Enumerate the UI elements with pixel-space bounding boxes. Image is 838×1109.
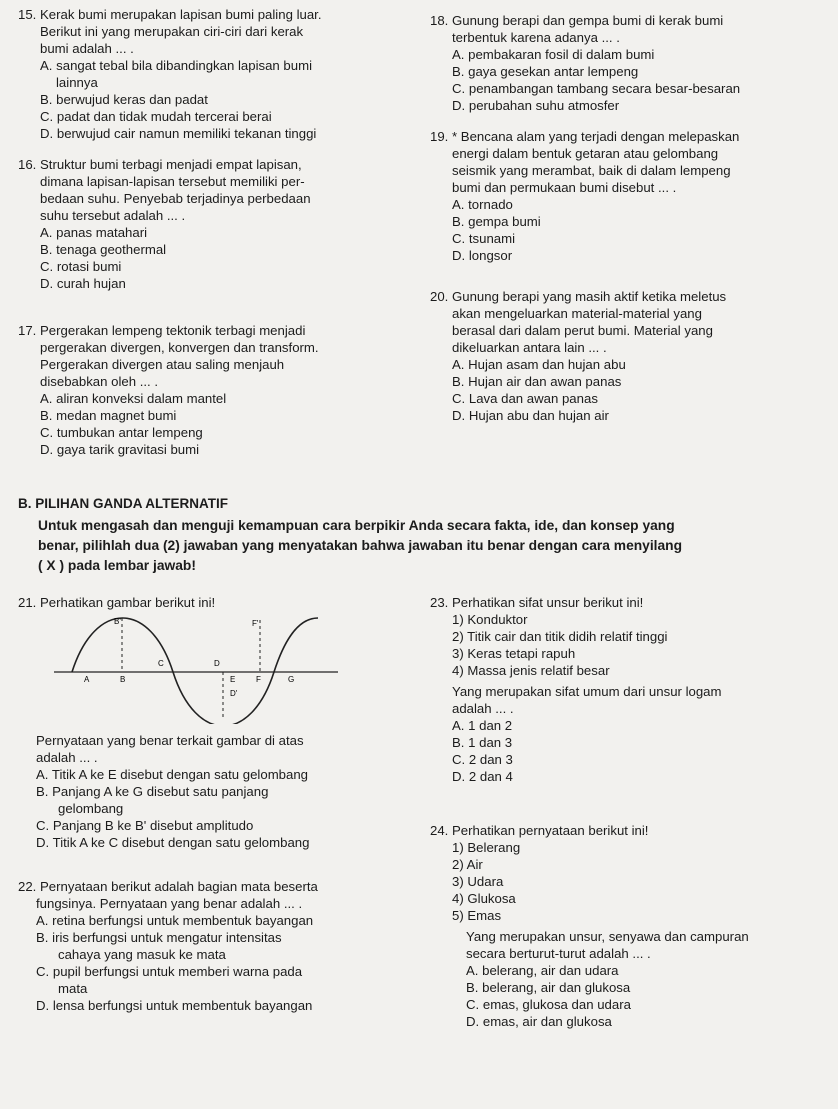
question-number: 17. [18, 323, 37, 338]
wave-curve [72, 618, 318, 724]
option-d[interactable]: D. berwujud cair namun memiliki tekanan tinggi [40, 126, 317, 141]
option-d[interactable]: D. curah hujan [40, 276, 126, 291]
question-15 [18, 6, 418, 142]
label-a: A [84, 675, 90, 684]
option-a[interactable]: A. Hujan asam dan hujan abu [452, 357, 626, 372]
option-c[interactable]: C. tumbukan antar lempeng [40, 425, 203, 440]
label-b: B [120, 675, 126, 684]
option-a[interactable]: A. sangat tebal bila dibandingkan lapisan bumi lainnya [40, 58, 313, 90]
question-18 [430, 12, 825, 114]
question-stem: Perhatikan pernyataan berikut ini! [452, 823, 649, 838]
label-g: G [288, 675, 295, 684]
option-d[interactable]: D. 2 dan 4 [452, 769, 513, 784]
question-stem: Pergerakan lempeng tektonik terbagi menjadi pergerakan divergen, konvergen dan transform. Pergerakan divergen atau saling menjauh disebabkan oleh ... . [40, 323, 319, 389]
option-a[interactable]: A. 1 dan 2 [452, 718, 513, 733]
option-d[interactable]: D. Hujan abu dan hujan air [452, 408, 609, 423]
question-20 [430, 288, 825, 424]
question-number: 16. [18, 157, 37, 172]
stem-line: Berikut ini yang merupakan ciri-ciri dari kerak [40, 24, 304, 39]
option-b[interactable]: B. tenaga geothermal [40, 242, 167, 257]
label-d-prime: D' [230, 689, 238, 698]
question-stem: Struktur bumi terbagi menjadi empat lapisan, dimana lapisan-lapisan tersebut memiliki per- bedaan suhu. Penyebab terjadinya perbedaan suhu tersebut adalah ... . [40, 157, 311, 223]
section-title: B. PILIHAN GANDA ALTERNATIF [18, 496, 228, 511]
question-21 [18, 594, 418, 611]
option-c[interactable]: C. pupil berfungsi untuk memberi warna pada mata [36, 964, 303, 996]
question-21-body [18, 732, 418, 851]
option-b[interactable]: B. Hujan air dan awan panas [452, 374, 622, 389]
wave-figure [50, 612, 340, 724]
option-a[interactable]: A. Titik A ke E disebut dengan satu gelombang [36, 767, 309, 782]
option-d[interactable]: D. Titik A ke C disebut dengan satu gelombang [36, 835, 310, 850]
question-23 [430, 594, 825, 785]
question-number: 18. [430, 13, 449, 28]
question-stem: Gunung berapi dan gempa bumi di kerak bumi terbentuk karena adanya ... . [452, 13, 724, 45]
label-f: F [256, 675, 261, 684]
option-c[interactable]: C. 2 dan 3 [452, 752, 513, 767]
question-stem-line2: fungsinya. Pernyataan yang benar adalah ... . [36, 896, 303, 911]
question-stem: Pernyataan yang benar terkait gambar di atas adalah ... . [36, 733, 304, 765]
item-list: 1) Konduktor 2) Titik cair dan titik didih relatif tinggi 3) Keras tetapi rapuh 4) Massa jenis relatif besar [452, 612, 668, 678]
stem-line: Kerak bumi merupakan lapisan bumi paling luar. [40, 7, 322, 22]
option-a[interactable]: A. aliran konveksi dalam mantel [40, 391, 227, 406]
option-b[interactable]: B. gempa bumi [452, 214, 541, 229]
question-24 [430, 822, 825, 1030]
question-stem-2: Yang merupakan unsur, senyawa dan campuran secara berturut-turut adalah ... . [466, 929, 749, 961]
option-c[interactable]: C. padat dan tidak mudah tercerai berai [40, 109, 272, 124]
option-c[interactable]: C. penambangan tambang secara besar-besaran [452, 81, 741, 96]
question-number: 21. [18, 595, 37, 610]
option-a[interactable]: A. pembakaran fosil di dalam bumi [452, 47, 655, 62]
option-d[interactable]: D. perubahan suhu atmosfer [452, 98, 620, 113]
option-a[interactable]: A. belerang, air dan udara [466, 963, 619, 978]
question-stem-2: Yang merupakan sifat umum dari unsur logam adalah ... . [452, 684, 722, 716]
option-b[interactable]: B. medan magnet bumi [40, 408, 177, 423]
option-c[interactable]: C. Panjang B ke B' disebut amplitudo [36, 818, 254, 833]
question-17 [18, 322, 418, 458]
option-c[interactable]: C. rotasi bumi [40, 259, 122, 274]
question-number: 22. [18, 879, 37, 894]
question-number: 15. [18, 7, 37, 22]
option-b[interactable]: B. 1 dan 3 [452, 735, 513, 750]
question-number: 19. [430, 129, 449, 144]
option-d[interactable]: D. lensa berfungsi untuk membentuk bayangan [36, 998, 313, 1013]
stem-line: bumi adalah ... . [40, 41, 134, 56]
question-19 [430, 128, 825, 264]
option-b[interactable]: B. berwujud keras dan padat [40, 92, 208, 107]
question-stem: Pernyataan berikut adalah bagian mata beserta [40, 879, 318, 894]
item-list: 1) Belerang 2) Air 3) Udara 4) Glukosa 5) Emas [452, 840, 521, 923]
option-c[interactable]: C. tsunami [452, 231, 516, 246]
option-c[interactable]: C. emas, glukosa dan udara [466, 997, 631, 1012]
question-stem: Perhatikan gambar berikut ini! [40, 595, 216, 610]
option-a[interactable]: A. panas matahari [40, 225, 148, 240]
option-a[interactable]: A. tornado [452, 197, 513, 212]
option-b[interactable]: B. belerang, air dan glukosa [466, 980, 631, 995]
question-number: 23. [430, 595, 449, 610]
label-e: E [230, 675, 236, 684]
label-d: D [214, 659, 220, 668]
label-b-prime: B' [114, 617, 121, 626]
section-instructions: Untuk mengasah dan menguji kemampuan cara berpikir Anda secara fakta, ide, dan konsep yang benar, pilihlah dua (2) jawaban yang menyatakan bahwa jawaban itu benar dengan cara menyilang ( X ) pada lembar jawab! [38, 518, 683, 573]
option-b[interactable]: B. iris berfungsi untuk mengatur intensitas cahaya yang masuk ke mata [36, 930, 282, 962]
question-stem [18, 6, 418, 57]
question-16 [18, 156, 418, 292]
option-a[interactable]: A. retina berfungsi untuk membentuk bayangan [36, 913, 314, 928]
option-b[interactable]: B. Panjang A ke G disebut satu panjang gelombang [36, 784, 269, 816]
question-number: 24. [430, 823, 449, 838]
question-stem: Gunung berapi yang masih aktif ketika meletus akan mengeluarkan material-material yang berasal dari dalam perut bumi. Material yang dikeluarkan antara lain ... . [452, 289, 727, 355]
label-f-prime: F' [252, 619, 259, 628]
question-stem: Perhatikan sifat unsur berikut ini! [452, 595, 644, 610]
label-c: C [158, 659, 164, 668]
option-d[interactable]: D. longsor [452, 248, 513, 263]
question-stem: * Bencana alam yang terjadi dengan melepaskan energi dalam bentuk getaran atau gelombang seismik yang merambat, baik di dalam lempeng bumi dan permukaan bumi disebut ... . [452, 129, 740, 195]
option-c[interactable]: C. Lava dan awan panas [452, 391, 598, 406]
option-b[interactable]: B. gaya gesekan antar lempeng [452, 64, 639, 79]
option-d[interactable]: D. emas, air dan glukosa [466, 1014, 612, 1029]
option-d[interactable]: D. gaya tarik gravitasi bumi [40, 442, 200, 457]
question-number: 20. [430, 289, 449, 304]
question-22 [18, 878, 418, 1014]
